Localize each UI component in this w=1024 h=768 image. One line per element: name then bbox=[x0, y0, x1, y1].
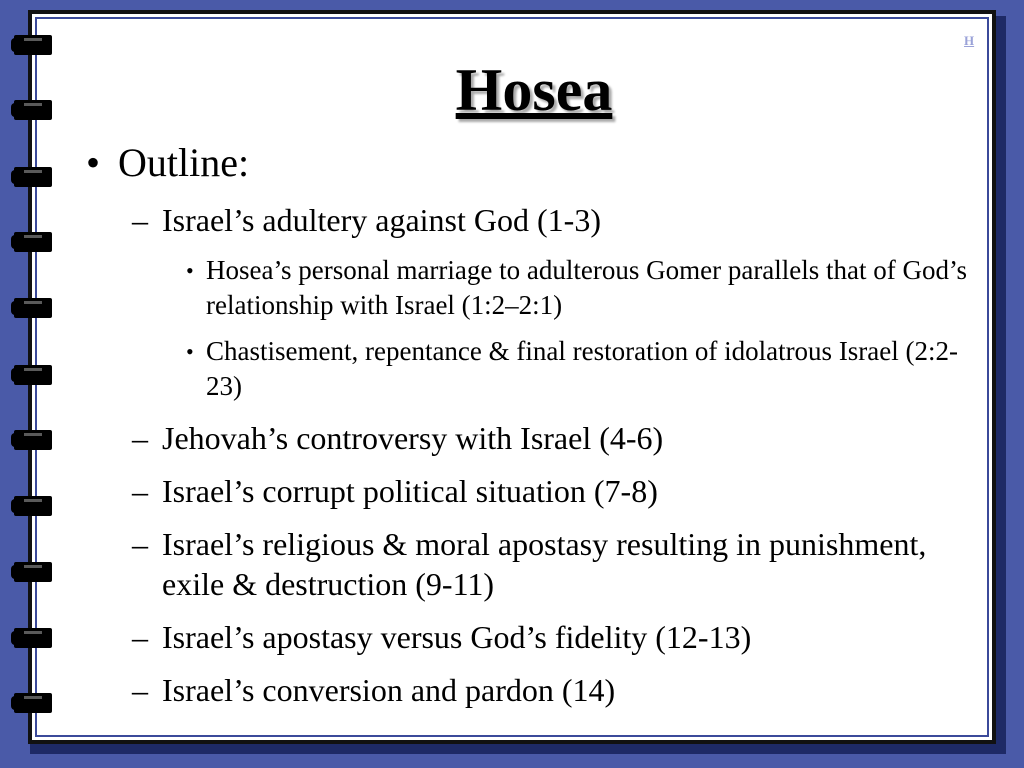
dash-icon: – bbox=[132, 619, 148, 655]
bullet-icon: • bbox=[186, 339, 194, 364]
binder-ring-icon bbox=[14, 35, 52, 55]
binder-ring-icon bbox=[14, 562, 52, 582]
outline-item-text: Israel’s conversion and pardon (14) bbox=[162, 672, 616, 708]
dash-icon: – bbox=[132, 672, 148, 708]
slide-title: Hosea bbox=[455, 57, 613, 123]
outline-item bbox=[132, 200, 972, 240]
binder-ring-icon bbox=[14, 628, 52, 648]
outline-item bbox=[132, 617, 972, 657]
binder-ring-icon bbox=[14, 430, 52, 450]
outline-item-text: Israel’s adultery against God (1-3) bbox=[162, 202, 601, 238]
dash-icon: – bbox=[132, 420, 148, 456]
outline-subitem bbox=[186, 334, 986, 404]
home-link[interactable]: H bbox=[964, 33, 975, 48]
binder-ring-icon bbox=[14, 496, 52, 516]
outline-label: Outline: bbox=[118, 140, 250, 185]
outline-item bbox=[132, 670, 972, 710]
binder-ring-icon bbox=[14, 298, 52, 318]
outline-item bbox=[132, 524, 972, 604]
outline-item-text: Jehovah’s controversy with Israel (4-6) bbox=[162, 420, 664, 456]
outline-subitem bbox=[186, 253, 986, 323]
binder-ring-icon bbox=[14, 365, 52, 385]
outline-item bbox=[132, 418, 972, 458]
outline-subitem-text: Chastisement, repentance & final restoration of idolatrous Israel (2:2-23) bbox=[206, 336, 959, 401]
dash-icon: – bbox=[132, 473, 148, 509]
binder-ring-icon bbox=[14, 167, 52, 187]
dash-icon: – bbox=[132, 526, 148, 562]
outline-item-text: Israel’s corrupt political situation (7-8) bbox=[162, 473, 658, 509]
binder-ring-icon bbox=[14, 693, 52, 713]
outline-item bbox=[132, 471, 972, 511]
outline-item-text: Israel’s apostasy versus God’s fidelity (12-13) bbox=[162, 619, 752, 655]
dash-icon: – bbox=[132, 202, 148, 238]
bullet-icon: • bbox=[86, 140, 101, 185]
outline-subitem-text: Hosea’s personal marriage to adulterous Gomer parallels that of God’s relationship with Israel (1:2–2:1) bbox=[206, 255, 968, 320]
binder-ring-icon bbox=[14, 232, 52, 252]
outline-item-text: Israel’s religious & moral apostasy resulting in punishment, exile & destruction (9-11) bbox=[162, 526, 927, 602]
bullet-icon: • bbox=[186, 258, 194, 283]
